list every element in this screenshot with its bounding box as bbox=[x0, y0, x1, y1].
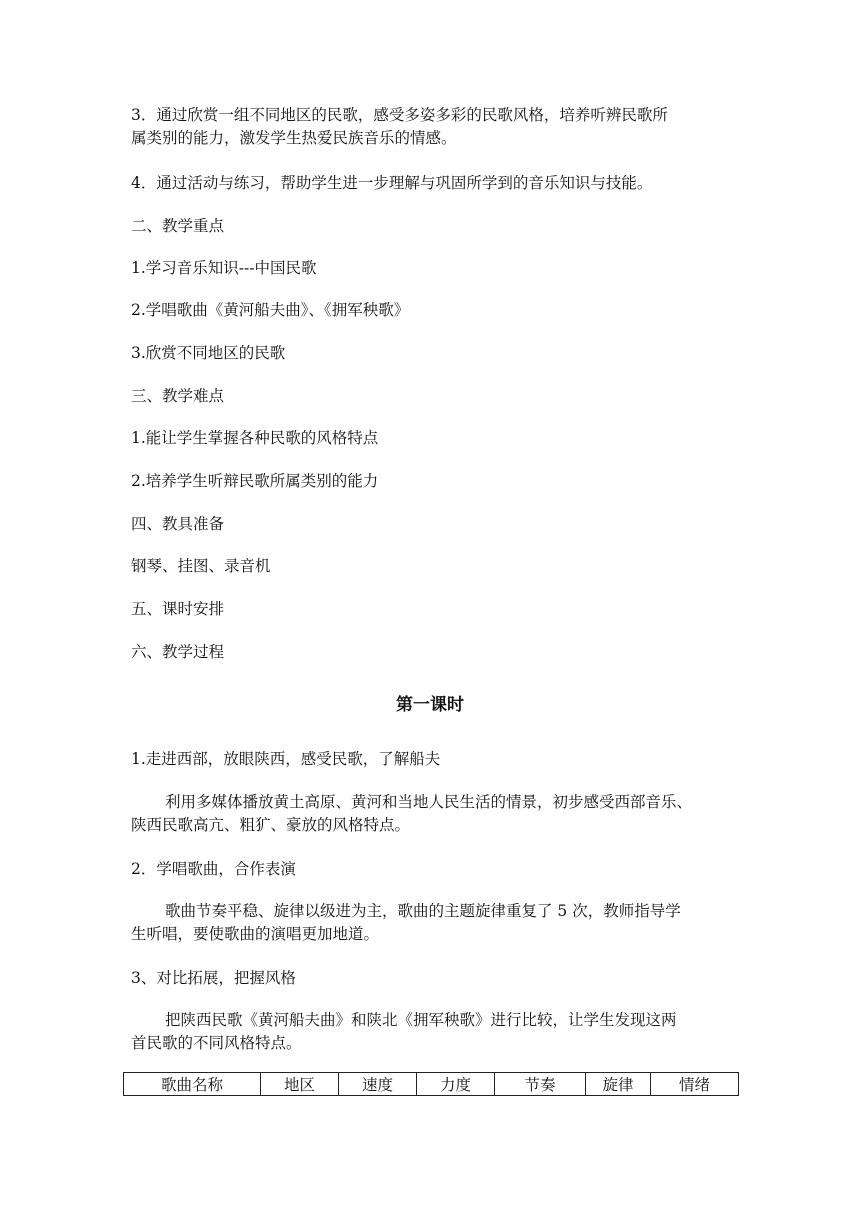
materials-heading: 四、教具准备 bbox=[131, 515, 225, 533]
materials-content: 钢琴、挂图、录音机 bbox=[131, 557, 271, 575]
step-1-line-2: 陕西民歌高亢、粗犷、豪放的风格特点。 bbox=[131, 816, 411, 834]
table-header-row bbox=[124, 1073, 739, 1096]
step-1-title: 1.走进西部，放眼陕西，感受民歌，了解船夫 bbox=[131, 750, 441, 768]
table-header-cell: 节奏 bbox=[495, 1073, 586, 1096]
step-3-line-2: 首民歌的不同风格特点。 bbox=[131, 1034, 302, 1052]
difficulties-heading: 三、教学难点 bbox=[131, 387, 225, 405]
key-point-3: 3.欣赏不同地区的民歌 bbox=[131, 344, 286, 362]
step-2-line-2: 生听唱，要使歌曲的演唱更加地道。 bbox=[131, 925, 380, 943]
process-heading: 六、教学过程 bbox=[131, 643, 225, 661]
step-3-line-1: 把陕西民歌《黄河船夫曲》和陕北《拥军秧歌》进行比较，让学生发现这两 bbox=[165, 1011, 677, 1029]
step-2-line-1: 歌曲节奏平稳、旋律以级进为主，歌曲的主题旋律重复了 5 次，教师指导学 bbox=[165, 902, 681, 920]
key-point-2: 2.学唱歌曲《黄河船夫曲》、《拥军秧歌》 bbox=[131, 301, 410, 319]
difficulty-2: 2.培养学生听辩民歌所属类别的能力 bbox=[131, 472, 379, 490]
table-header-cell: 力度 bbox=[417, 1073, 495, 1096]
step-3-title: 3、对比拓展，把握风格 bbox=[131, 969, 296, 987]
objective-4: 4．通过活动与练习，帮助学生进一步理解与巩固所学到的音乐知识与技能。 bbox=[131, 174, 653, 192]
key-points-heading: 二、教学重点 bbox=[131, 217, 225, 235]
step-1-line-1: 利用多媒体播放黄土高原、黄河和当地人民生活的情景，初步感受西部音乐、 bbox=[165, 793, 693, 811]
step-2-title: 2．学唱歌曲，合作表演 bbox=[131, 860, 296, 878]
key-point-1: 1.学习音乐知识---中国民歌 bbox=[131, 259, 317, 277]
table-header-cell: 情绪 bbox=[651, 1073, 739, 1096]
table-header-cell: 歌曲名称 bbox=[124, 1073, 261, 1096]
lesson-title: 第一课时 bbox=[396, 695, 464, 715]
difficulty-1: 1.能让学生掌握各种民歌的风格特点 bbox=[131, 429, 379, 447]
table-header-cell: 速度 bbox=[339, 1073, 417, 1096]
table-header-cell: 旋律 bbox=[586, 1073, 651, 1096]
objective-3-line-1: 3．通过欣赏一组不同地区的民歌，感受多姿多彩的民歌风格，培养听辨民歌所 bbox=[131, 106, 668, 124]
objective-3-line-2: 属类别的能力，激发学生热爱民族音乐的情感。 bbox=[131, 129, 457, 147]
comparison-table bbox=[123, 1072, 739, 1096]
table-header-cell: 地区 bbox=[261, 1073, 339, 1096]
schedule-heading: 五、课时安排 bbox=[131, 600, 225, 618]
